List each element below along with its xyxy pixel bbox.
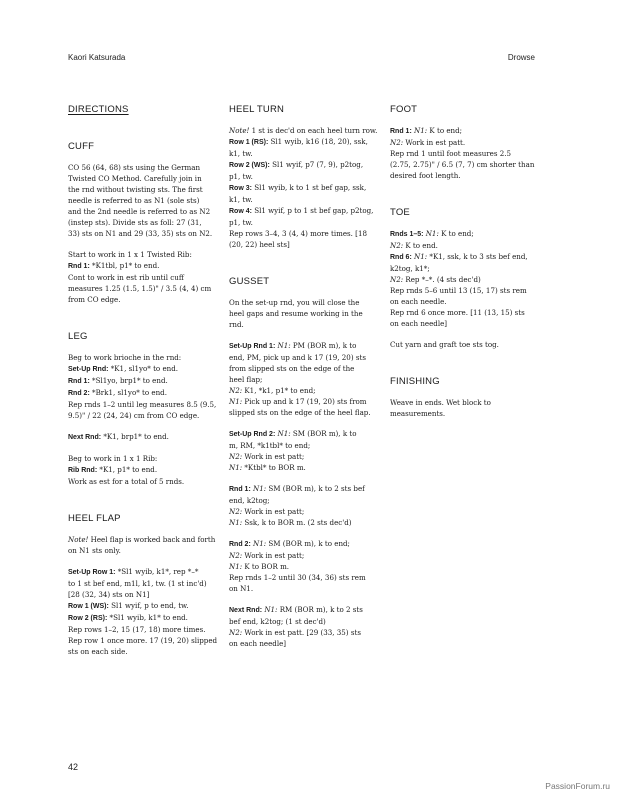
instruction-line <box>229 561 379 572</box>
needle-label: N2: <box>390 138 404 147</box>
gusset-round-2 <box>229 538 379 594</box>
text-line: slipped sts on the edge of the heel flap. <box>229 408 371 417</box>
directions-heading: DIRECTIONS <box>68 104 129 115</box>
instruction-line <box>68 375 218 387</box>
text-line: m, RM, *k1tbl* to end; <box>229 441 311 450</box>
instruction-text: *Sl1yo, brp1* to end. <box>89 376 168 385</box>
instruction-text: *Ktbl* to BOR m. <box>242 463 306 472</box>
text-line: Rep rnd 6 once more. [11 (13, 15) sts <box>390 308 525 317</box>
instruction-line <box>390 251 540 263</box>
needle-label: N1: <box>275 429 291 438</box>
finishing-section <box>390 376 540 419</box>
toe-graft <box>390 339 540 350</box>
instruction-line <box>390 125 540 137</box>
instruction-text: K to end; <box>427 126 463 135</box>
instruction-text: Ssk, k to BOR m. (2 sts dec'd) <box>242 518 352 527</box>
toe-rows <box>390 228 540 329</box>
needle-label: N1: <box>250 539 267 548</box>
text-line: Rep rnds 5–6 until 13 (15, 17) sts rem <box>390 286 527 295</box>
instruction-text: K1, *k1, p1* to end; <box>242 386 316 395</box>
row-label: Row 1 (RS): <box>229 139 269 146</box>
row-label: Set-Up Row 1: <box>68 569 116 576</box>
text-line: Rep rnds 1–2 until 30 (34, 36) sts rem <box>229 573 366 582</box>
text-line: Rep rnds 1–2 until leg measures 8.5 (9.5, <box>68 400 217 409</box>
text-line: the rnd without twisting sts. The first <box>68 185 203 194</box>
instruction-line <box>68 363 218 375</box>
text-line: on N1. <box>229 584 254 593</box>
round-label: Rnds 1–5: <box>390 231 424 238</box>
instruction-line <box>229 517 379 528</box>
watermark: PassionForum.ru <box>545 781 610 791</box>
text-line: [28 (32, 34) sts on N1] <box>68 590 150 599</box>
needle-label: N2: <box>229 628 243 637</box>
instruction-line <box>229 182 379 194</box>
heel-turn-section <box>229 104 379 250</box>
text-line: Cont to work in est rib until cuff <box>68 273 184 282</box>
round-label: Next Rnd: <box>229 607 263 614</box>
text-line: Start to work in 1 x 1 Twisted Rib: <box>68 250 192 259</box>
text-line: to 1 st bef end, m1l, k1, tw. (1 st inc'd) <box>68 579 207 588</box>
instruction-line <box>229 340 379 352</box>
text-line: sts on each side. <box>68 647 128 656</box>
heel-flap-note <box>68 534 218 556</box>
instruction-text: *Sl1 wyib, k1* to end. <box>107 613 188 622</box>
instruction-text: Sl1 wyif, p7 (7, 9), p2tog, <box>269 160 364 169</box>
needle-label: N1: <box>229 397 243 406</box>
instruction-text: Sl1 wyif, p to 1 st bef gap, p2tog, <box>251 206 374 215</box>
instruction-line <box>68 431 218 443</box>
instruction-line <box>68 612 218 624</box>
row-label: Row 1 (WS): <box>68 603 109 610</box>
instruction-text: K to BOR m. <box>242 562 290 571</box>
instruction-line <box>390 274 540 285</box>
page-number: 42 <box>68 762 79 772</box>
text-line: end, k2tog; <box>229 496 270 505</box>
column-3 <box>390 104 540 445</box>
instruction-line <box>390 240 540 251</box>
text-line: Rep rows 3–4, 3 (4, 4) more times. [18 <box>229 229 367 238</box>
heel-turn-heading: HEEL TURN <box>229 104 285 115</box>
round-label: Set-Up Rnd 2: <box>229 431 276 438</box>
text-line: CO 56 (64, 68) sts using the German <box>68 163 201 172</box>
text-line: heel flap; <box>229 375 263 384</box>
running-header-author: Kaori Katsurada <box>68 53 126 62</box>
cuff-section <box>68 141 218 305</box>
text-line: end, PM, pick up and k 17 (19, 20) sts <box>229 353 366 362</box>
foot-section <box>390 104 540 181</box>
instruction-text: Sl1 wyib, k to 1 st bef gap, ssk, <box>251 183 367 192</box>
instruction-text: Pick up and k 17 (19, 20) sts from <box>242 397 367 406</box>
needle-label: N1: <box>411 252 428 261</box>
instruction-line <box>229 159 379 171</box>
instruction-line <box>68 387 218 399</box>
round-label: Set-Up Rnd 1: <box>229 343 276 350</box>
foot-heading: FOOT <box>390 104 418 115</box>
text-line: on each needle] <box>229 639 287 648</box>
gusset-setup-round-2 <box>229 428 379 473</box>
round-label: Rnd 6: <box>390 254 412 261</box>
text-line: needle is referred to as N1 (sole sts) <box>68 196 200 205</box>
text-line: p1, tw. <box>229 172 253 181</box>
heel-flap-rows <box>68 566 218 657</box>
row-label: Row 2 (WS): <box>229 162 270 169</box>
instruction-text: Sl1 wyib, k16 (18, 20), ssk, <box>268 137 368 146</box>
gusset-heading: GUSSET <box>229 276 270 287</box>
instruction-line <box>68 260 218 272</box>
instruction-text: PM (BOR m), k to <box>290 341 357 350</box>
needle-label: N2: <box>229 386 243 395</box>
instruction-line <box>68 566 218 578</box>
needle-label: N2: <box>229 551 243 560</box>
text-line: k1, tw. <box>229 195 253 204</box>
instruction-line <box>390 137 540 148</box>
instruction-line <box>229 136 379 148</box>
instruction-line <box>229 451 379 462</box>
instruction-text: Work in est patt; <box>242 551 305 560</box>
foot-rows <box>390 125 540 181</box>
toe-section <box>390 207 540 350</box>
text-line: on each needle] <box>390 319 448 328</box>
instruction-text: Rep *–*. (4 sts dec'd) <box>403 275 481 284</box>
text-line: and the 2nd needle is referred to as N2 <box>68 207 211 216</box>
text-line: On the set-up rnd, you will close the <box>229 298 360 307</box>
cuff-rib-paragraph <box>68 249 218 305</box>
round-label: Set-Up Rnd: <box>68 366 109 373</box>
leg-rib-paragraph <box>68 453 218 487</box>
instruction-text: Work in est patt; <box>242 507 305 516</box>
round-label: Next Rnd: <box>68 434 102 441</box>
cuff-cast-on-paragraph <box>68 162 218 239</box>
instruction-text: *Brk1, sl1yo* to end. <box>89 388 167 397</box>
needle-label: N2: <box>390 275 404 284</box>
heel-flap-section <box>68 513 218 657</box>
instruction-line <box>390 228 540 240</box>
instruction-line <box>229 627 379 638</box>
instruction-text: Work in est patt. <box>403 138 466 147</box>
instruction-text: Work in est patt; <box>242 452 305 461</box>
instruction-line <box>68 464 218 476</box>
gusset-round-1 <box>229 483 379 528</box>
text-line: bef end, k2tog; (1 st dec'd) <box>229 617 326 626</box>
note-label: Note! <box>68 535 89 544</box>
toe-heading: TOE <box>390 207 410 218</box>
note-line <box>229 125 379 136</box>
instruction-line <box>229 550 379 561</box>
instruction-text: *Sl1 wyib, k1*, rep *–* <box>115 567 199 576</box>
instruction-text: *K1tbl, p1* to end. <box>89 261 160 270</box>
round-label: Rnd 2: <box>229 541 251 548</box>
heel-flap-heading: HEEL FLAP <box>68 513 121 524</box>
gusset-next-round <box>229 604 379 649</box>
needle-label: N2: <box>229 507 243 516</box>
instruction-text: Work in est patt. [29 (33, 35) sts <box>242 628 361 637</box>
instruction-text: SM (BOR m), k to 2 sts bef <box>266 484 365 493</box>
round-label: Rnd 1: <box>68 263 90 270</box>
needle-label: N1: <box>229 518 243 527</box>
text-line: Weave in ends. Wet block to <box>390 398 491 407</box>
text-line: Beg to work in 1 x 1 Rib: <box>68 454 158 463</box>
instruction-line <box>229 538 379 550</box>
cuff-heading: CUFF <box>68 141 95 152</box>
instruction-line <box>68 600 218 612</box>
instruction-text: *K1, ssk, k to 3 sts bef end, <box>427 252 528 261</box>
text-line: rnd. <box>229 320 244 329</box>
text-line: desired foot length. <box>390 171 461 180</box>
instruction-line <box>229 428 379 440</box>
text-line: Beg to work brioche in the rnd: <box>68 353 182 362</box>
leg-section <box>68 331 218 487</box>
note-label: Note! <box>229 126 250 135</box>
instruction-text: SM (BOR m), k to <box>290 429 357 438</box>
finishing-heading: FINISHING <box>390 376 440 387</box>
running-header-title: Drowse <box>507 53 535 62</box>
needle-label: N1: <box>250 484 267 493</box>
round-label: Rib Rnd: <box>68 467 98 474</box>
needle-label: N1: <box>423 229 439 238</box>
text-line: k2tog, k1*; <box>390 264 430 273</box>
instruction-text: K to end. <box>403 241 438 250</box>
text-line: 33) sts on N1 and 29 (33, 35) sts on N2. <box>68 229 213 238</box>
text-line: (2.75, 2.75)" / 6.5 (7, 7) cm shorter than <box>390 160 535 169</box>
note-text: 1 st is dec'd on each heel turn row. <box>249 126 378 135</box>
text-line: Cut yarn and graft toe sts tog. <box>390 340 499 349</box>
instruction-line <box>229 604 379 616</box>
text-line: (instep sts). Divide sts as foll: 27 (31, <box>68 218 202 227</box>
row-label: Row 3: <box>229 185 252 192</box>
leg-heading: LEG <box>68 331 88 342</box>
instruction-text: *K1, p1* to end. <box>97 465 158 474</box>
heel-turn-rows <box>229 125 379 250</box>
text-line: from CO edge. <box>68 295 121 304</box>
instruction-line <box>229 506 379 517</box>
column-2 <box>229 104 379 675</box>
instruction-line <box>229 385 379 396</box>
gusset-intro <box>229 297 379 330</box>
text-line: Rep row 1 once more. 17 (19, 20) slipped <box>68 636 218 645</box>
row-label: Row 2 (RS): <box>68 615 108 622</box>
text-line: Work as est for a total of 5 rnds. <box>68 477 185 486</box>
text-line: k1, tw. <box>229 149 253 158</box>
instruction-line <box>229 396 379 407</box>
needle-label: N1: <box>411 126 428 135</box>
text-line: from slipped sts on the edge of the <box>229 364 355 373</box>
note-text: Heel flap is worked back and forth <box>88 535 216 544</box>
text-line: heel gaps and resume working in the <box>229 309 363 318</box>
instruction-text: *K1, brp1* to end. <box>101 432 169 441</box>
note-line <box>68 534 218 545</box>
text-line: (20, 22) heel sts] <box>229 240 290 249</box>
instruction-text: Sl1 wyif, p to end, tw. <box>108 601 189 610</box>
instruction-text: K to end; <box>438 229 474 238</box>
text-line: p1, tw. <box>229 218 253 227</box>
text-line: 9.5)" / 22 (24, 24) cm from CO edge. <box>68 411 200 420</box>
text-line: Rep rows 1–2, 15 (17, 18) more times. <box>68 625 206 634</box>
instruction-line <box>229 205 379 217</box>
row-label: Row 4: <box>229 208 252 215</box>
needle-label: N1: <box>229 463 243 472</box>
instruction-text: RM (BOR m), k to 2 sts <box>277 605 363 614</box>
gusset-setup-round-1 <box>229 340 379 418</box>
round-label: Rnd 2: <box>68 390 90 397</box>
leg-brioche-paragraph <box>68 352 218 421</box>
text-line: on each needle. <box>390 297 447 306</box>
needle-label: N2: <box>229 452 243 461</box>
instruction-line <box>229 483 379 495</box>
round-label: Rnd 1: <box>229 486 251 493</box>
needle-label: N1: <box>229 562 243 571</box>
text-line: Twisted CO Method. Carefully join in <box>68 174 202 183</box>
needle-label: N1: <box>262 605 278 614</box>
needle-label: N2: <box>390 241 404 250</box>
finishing-text <box>390 397 540 419</box>
instruction-text: *K1, sl1yo* to end. <box>108 364 179 373</box>
text-line: Rep rnd 1 until foot measures 2.5 <box>390 149 512 158</box>
text-line: measurements. <box>390 409 446 418</box>
text-line: measures 1.25 (1.5, 1.5)" / 3.5 (4, 4) cm <box>68 284 212 293</box>
text-line: on N1 sts only. <box>68 546 121 555</box>
round-label: Rnd 1: <box>68 378 90 385</box>
instruction-line <box>229 462 379 473</box>
round-label: Rnd 1: <box>390 128 412 135</box>
leg-next-round <box>68 431 218 443</box>
needle-label: N1: <box>275 341 291 350</box>
instruction-text: SM (BOR m), k to end; <box>266 539 350 548</box>
gusset-section <box>229 276 379 649</box>
column-1 <box>68 104 218 683</box>
